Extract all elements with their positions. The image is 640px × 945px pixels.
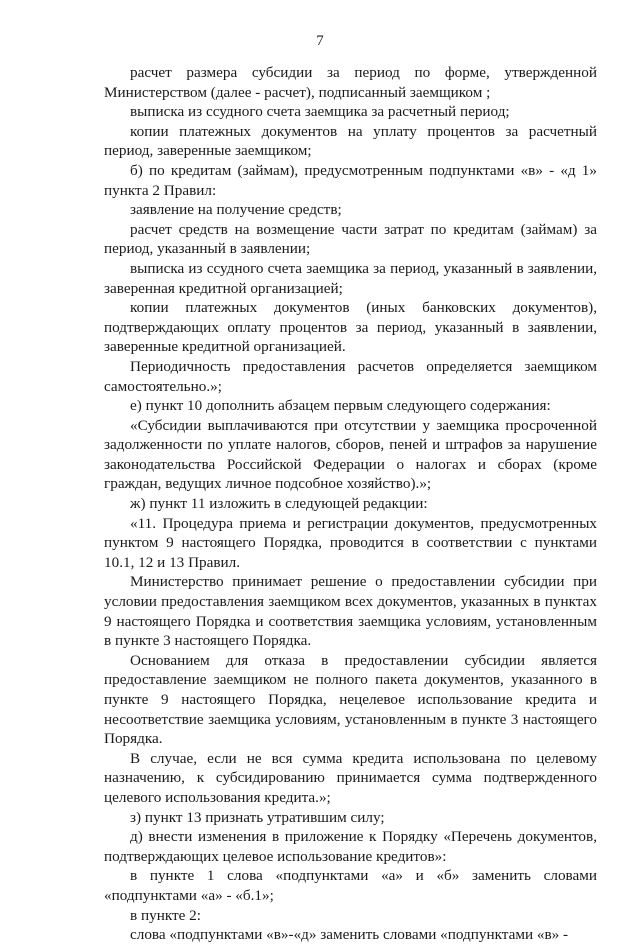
paragraph: ж) пункт 11 изложить в следующей редакции: <box>130 495 428 513</box>
paragraph: слова «подпунктами «в»-«д» заменить словами «подпунктами «в» - <box>130 926 569 944</box>
paragraph: Периодичность предоставления расчетов определяется заемщиком самостоятельно.»; <box>104 357 597 395</box>
paragraph: «Субсидии выплачиваются при отсутствии у заемщика просроченной задолженности по уплате налогов, сборов, пеней и штрафов за нарушение законодательства Российской Федерации о налогах и сборах (кроме граждан, ведущих личное подсобное хозяйство).»; <box>104 416 597 493</box>
paragraph: копии платежных документов (иных банковских документов), подтверждающих оплату процентов за период, указанный в заявлении, заверенные кредитной организацией. <box>104 299 597 356</box>
paragraph: заявление на получение средств; <box>130 201 342 219</box>
paragraph: д) внести изменения в приложение к Порядку «Перечень документов, подтверждающих целевое использование кредитов»: <box>104 828 597 865</box>
paragraph: копии платежных документов на уплату процентов за расчетный период, заверенные заемщиком; <box>104 122 597 160</box>
paragraph: выписка из ссудного счета заемщика за период, указанный в заявлении, заверенная кредитной организацией; <box>104 259 597 297</box>
paragraph: в пункте 2: <box>130 906 201 924</box>
paragraph: В случае, если не вся сумма кредита использована по целевому назначению, к субсидированию принимается сумма подтвержденного целевого использования кредита.»; <box>104 749 597 806</box>
paragraph: расчет средств на возмещение части затрат по кредитам (займам) за период, указанный в заявлении; <box>104 220 597 258</box>
paragraph: Основанием для отказа в предоставлении субсидии является предоставление заемщиком не полного пакета документов, указанного в пункте 9 настоящего Порядка, нецелевое использование кредита и несоответствие заемщика условиям, установленным в пункте 3 настоящего Порядка. <box>104 651 597 748</box>
paragraph: в пункте 1 слова «подпунктами «а» и «б» заменить словами «подпунктами «а» - «б.1»; <box>104 867 597 904</box>
paragraph: выписка из ссудного счета заемщика за расчетный период; <box>130 103 510 121</box>
page-number: 7 <box>316 33 324 49</box>
paragraph: «11. Процедура приема и регистрации документов, предусмотренных пунктом 9 настоящего Порядка, проводится в соответствии с пунктами 10.1, 12 и 13 Правил. <box>104 514 597 571</box>
paragraph: з) пункт 13 признать утратившим силу; <box>130 808 385 826</box>
document-body <box>104 63 597 945</box>
paragraph: Министерство принимает решение о предоставлении субсидии при условии предоставления заемщиком всех документов, указанных в пунктах 9 настоящего Порядка и соответствия заемщика условиям, установленным в пункте 3 настоящего Порядка. <box>104 573 597 650</box>
paragraph: б) по кредитам (займам), предусмотренным подпунктами «в» - «д 1» пункта 2 Правил: <box>104 161 597 199</box>
paragraph: расчет размера субсидии за период по форме, утвержденной Министерством (далее - расчет), подписанный заемщиком ; <box>104 64 597 101</box>
paragraph: е) пункт 10 дополнить абзацем первым следующего содержания: <box>130 397 551 415</box>
